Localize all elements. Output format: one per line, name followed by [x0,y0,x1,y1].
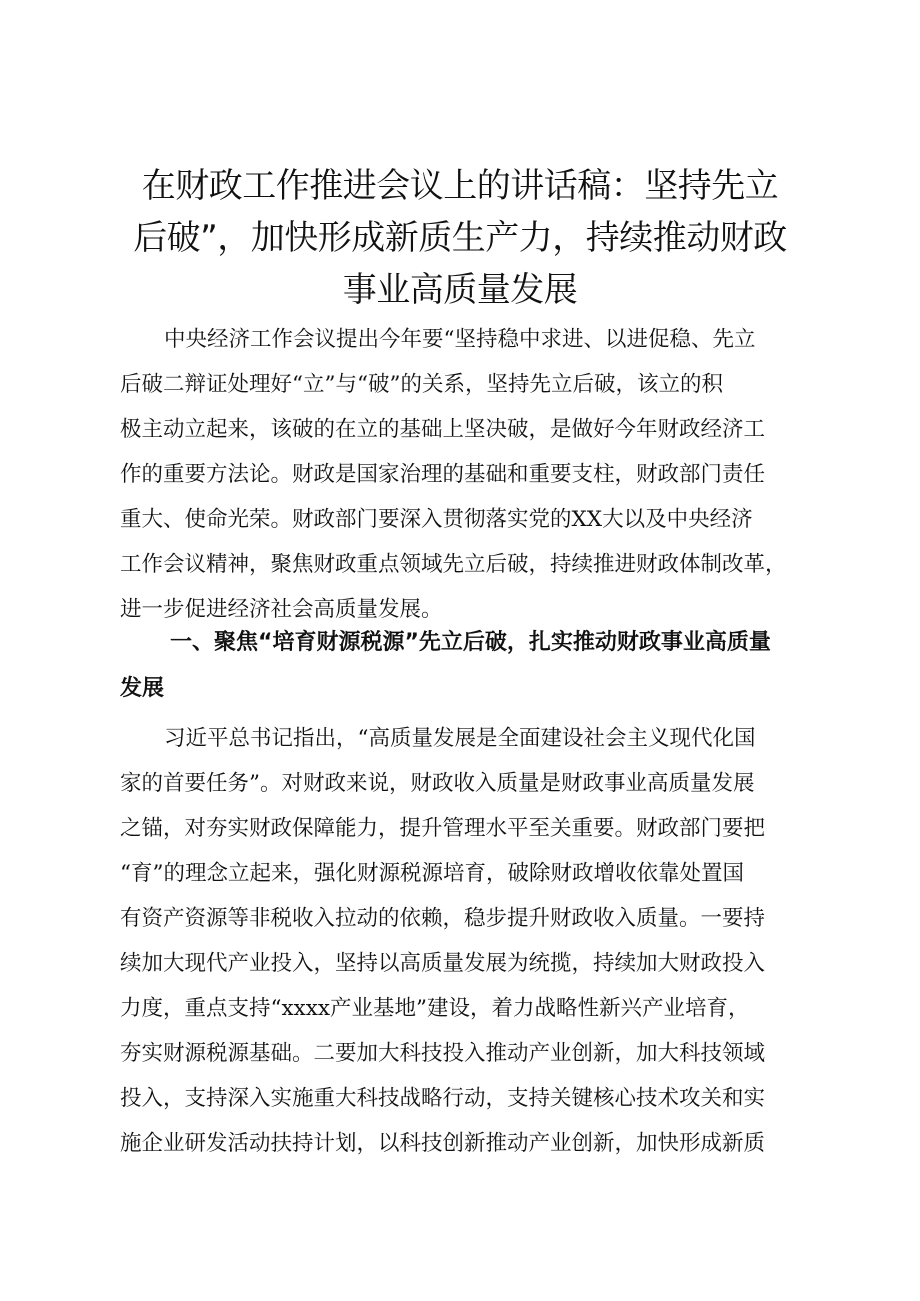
paragraph-line: 中央经济工作会议提出今年要“坚持稳中求进、以进促稳、先立 [164,327,756,352]
intro-paragraph [120,317,810,632]
paragraph-line: “育”的理念立起来，强化财源税源培育，破除财政增收依靠处置国 [120,861,744,886]
paragraph-line: 重大、使命光荣。财政部门要深入贯彻落实党的XX大以及中央经济 [120,507,753,532]
paragraph-line: 有资产资源等非税收入拉动的依赖，稳步提升财政收入质量。一要持 [120,906,766,931]
paragraph-line: 投入，支持深入实施重大科技战略行动，支持关键核心技术攻关和实 [120,1086,766,1111]
paragraph-line: 施企业研发活动扶持计划，以科技创新推动产业创新，加快形成新质 [120,1131,766,1156]
paragraph-line: 家的首要任务”。对财政来说，财政收入质量是财政事业高质量发展 [120,771,755,796]
title-line: 在财政工作推进会议上的讲话稿：坚持先立 [141,166,779,206]
title-line: 事业高质量发展 [342,270,578,310]
paragraph-line: 力度，重点支持“xxxx产业基地”建设，着力战略性新兴产业培育， [120,996,750,1021]
paragraph-line: 进一步促进经济社会高质量发展。 [120,597,443,622]
heading-line: 发展 [120,676,165,701]
section-1-paragraph [120,716,810,1166]
title-line: 后破”，加快形成新质生产力，持续推动财政 [133,218,787,258]
paragraph-line: 工作会议精神，聚焦财政重点领域先立后破，持续推进财政体制改革， [120,552,787,577]
section-1-heading [120,620,810,712]
paragraph-line: 作的重要方法论。财政是国家治理的基础和重要支柱，财政部门责任 [120,462,766,487]
paragraph-line: 后破二辩证处理好“立”与“破”的关系，坚持先立后破，该立的积 [120,372,723,397]
paragraph-line: 续加大现代产业投入，坚持以高质量发展为统揽，持续加大财政投入 [120,951,766,976]
paragraph-line: 之锚，对夯实财政保障能力，提升管理水平至关重要。财政部门要把 [120,816,766,841]
paragraph-line: 极主动立起来，该破的在立的基础上坚决破，是做好今年财政经济工 [120,417,766,442]
document-title [120,160,800,316]
paragraph-line: 习近平总书记指出，“高质量发展是全面建设社会主义现代化国 [164,726,756,751]
heading-line: 一、聚焦“培育财源税源”先立后破，扎实推动财政事业高质量 [170,630,771,655]
paragraph-line: 夯实财源税源基础。二要加大科技投入推动产业创新，加大科技领域 [120,1041,766,1066]
